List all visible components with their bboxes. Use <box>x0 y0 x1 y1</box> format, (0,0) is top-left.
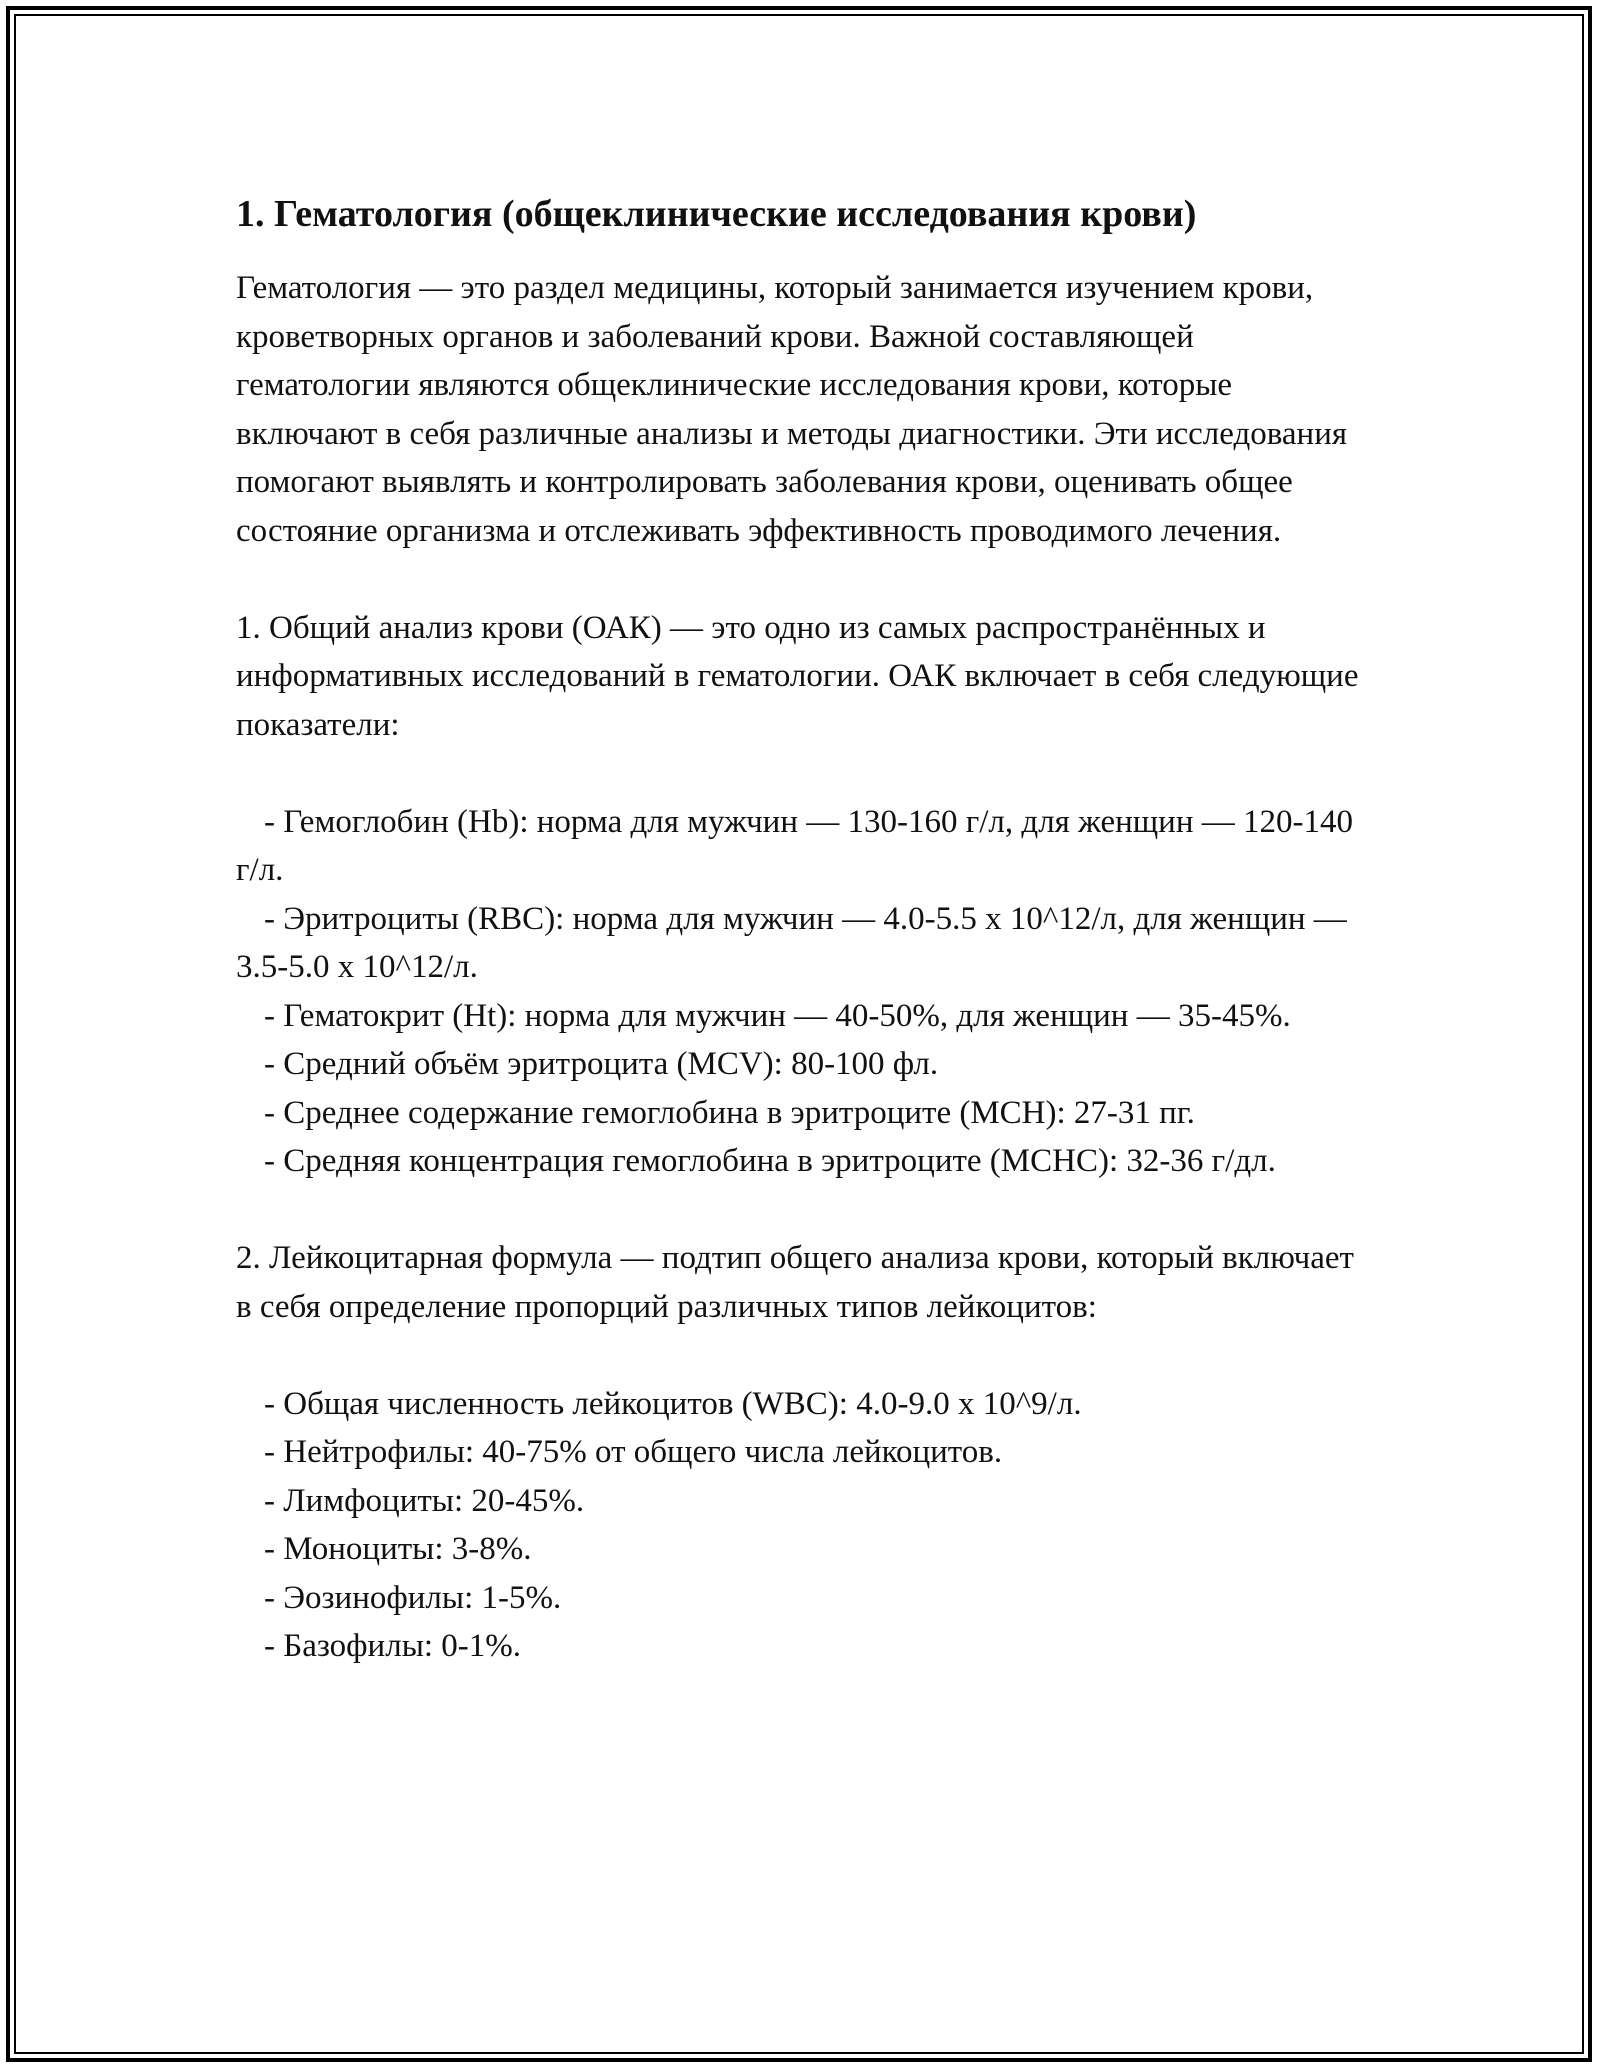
list-item <box>236 1040 1366 1089</box>
list-item <box>236 1525 1366 1574</box>
section-1-list <box>236 798 1366 1186</box>
list-item-text: - Лимфоциты: 20-45%. <box>264 1482 585 1519</box>
list-item-text: - Среднее содержание гемоглобина в эритроците (MCH): 27-31 пг. <box>264 1094 1195 1131</box>
list-item-text: - Гематокрит (Ht): норма для мужчин — 40-50%, для женщин — 35-45%. <box>264 997 1291 1034</box>
spacer <box>236 1331 1366 1380</box>
list-item-text: - Гемоглобин (Hb): норма для мужчин — 130-160 г/л, для женщин — 120-140 г/л. <box>236 803 1353 888</box>
list-item <box>236 1574 1366 1623</box>
list-item-text: - Средняя концентрация гемоглобина в эритроците (MCHC): 32-36 г/дл. <box>264 1143 1276 1179</box>
spacer <box>236 555 1366 604</box>
list-item-text: - Эритроциты (RBC): норма для мужчин — 4.0-5.5 x 10^12/л, для женщин — 3.5-5.0 x 10^12/л. <box>236 900 1347 985</box>
intro-paragraph: Гематология — это раздел медицины, который занимается изучением крови, кроветворных органов и заболеваний крови. Важной составляющей гематологии являются общеклинические исследования крови, которые включают в себя различные анализы и методы диагностики. Эти исследования помогают выявлять и контролировать заболевания крови, оценивать общее состояние организма и отслеживать эффективность проводимого лечения. <box>236 270 1348 549</box>
list-item-text: - Общая численность лейкоцитов (WBC): 4.0-9.0 x 10^9/л. <box>264 1385 1082 1422</box>
spacer <box>236 749 1366 798</box>
document-body <box>236 186 1366 1671</box>
spacer <box>236 1186 1366 1235</box>
document-title: 1. Гематология (общеклинические исследования крови) <box>236 193 1197 235</box>
list-item <box>236 1137 1366 1186</box>
section-1-text: 1. Общий анализ крови (ОАК) — это одно из самых распространённых и информативных исследований в гематологии. ОАК включает в себя следующие показатели: <box>236 609 1359 743</box>
section-2-text: 2. Лейкоцитарная формула — подтип общего анализа крови, который включает в себя определение пропорций различных типов лейкоцитов: <box>236 1240 1354 1325</box>
list-item <box>236 1428 1366 1477</box>
list-item <box>236 1622 1366 1671</box>
list-item <box>236 798 1366 895</box>
list-item <box>236 1089 1366 1138</box>
list-item <box>236 1380 1366 1429</box>
list-item-text: - Средний объём эритроцита (MCV): 80-100 фл. <box>264 1046 939 1082</box>
list-item-text: - Моноциты: 3-8%. <box>264 1531 532 1567</box>
section-2-list <box>236 1380 1366 1671</box>
list-item-text: - Нейтрофилы: 40-75% от общего числа лейкоцитов. <box>264 1434 1003 1470</box>
list-item-text: - Эозинофилы: 1-5%. <box>264 1579 562 1616</box>
list-item <box>236 895 1366 992</box>
list-item <box>236 1477 1366 1526</box>
list-item-text: - Базофилы: 0-1%. <box>264 1628 522 1664</box>
list-item <box>236 992 1366 1041</box>
